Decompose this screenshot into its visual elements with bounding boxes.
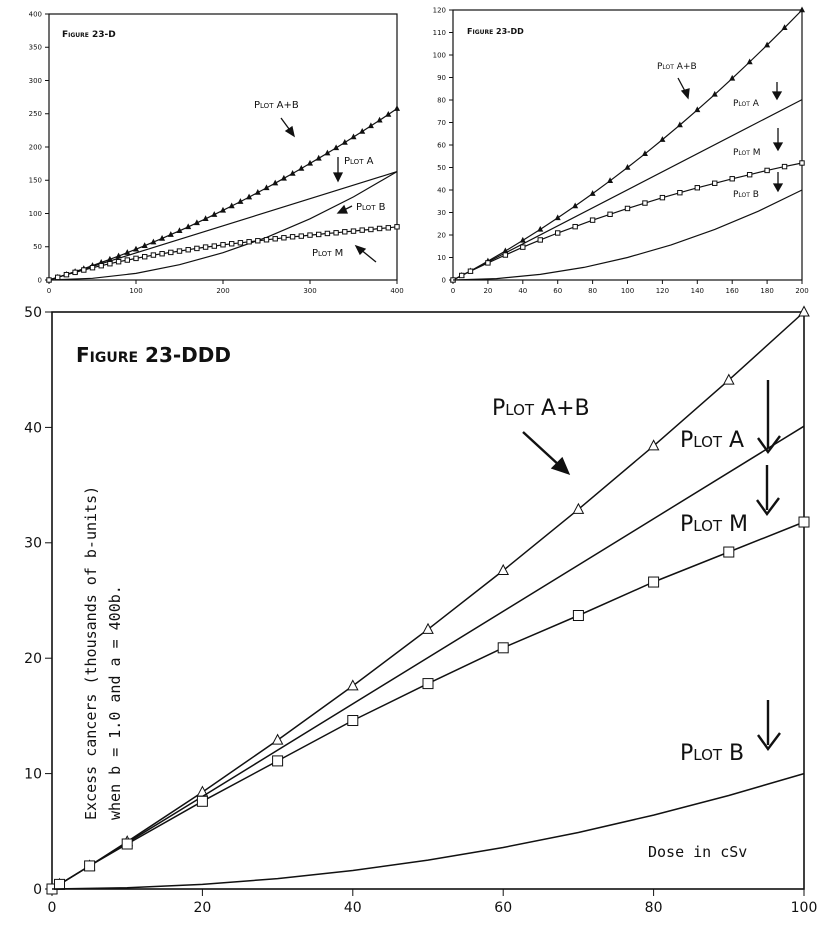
point-plot-a-plus-b	[348, 680, 358, 690]
y-tick-label: 20	[24, 651, 42, 668]
y-tick-label: 50	[437, 163, 446, 172]
point-plot-m	[186, 248, 190, 252]
plot-frame-23dd	[453, 10, 802, 280]
point-plot-m	[221, 243, 225, 247]
point-plot-m	[369, 227, 373, 231]
x-tick-label: 180	[760, 287, 774, 295]
label-a-plus-b-23dd: Plot A+B	[657, 62, 697, 72]
y-tick-label: 300	[28, 76, 42, 85]
point-plot-a-plus-b	[377, 118, 381, 122]
y-tick-label: 40	[437, 186, 446, 195]
y-tick-label: 10	[437, 253, 446, 262]
arrow-head-icon	[286, 127, 294, 136]
x-tick-label: 20	[483, 287, 493, 295]
point-plot-m	[608, 212, 612, 216]
y-tick-label: 70	[437, 118, 446, 127]
x-tick-label: 120	[655, 287, 670, 295]
point-plot-a-plus-b	[273, 735, 283, 745]
point-plot-a-plus-b	[230, 204, 234, 208]
point-plot-a-plus-b	[290, 171, 294, 175]
panel-23dd	[433, 6, 809, 295]
point-plot-a-plus-b	[498, 565, 508, 575]
series-line-plot-b	[453, 190, 802, 280]
point-plot-m	[713, 181, 717, 185]
arrow-a-plus-b-23ddd	[523, 432, 560, 466]
point-plot-m	[468, 269, 472, 273]
title-23dd: Figure 23-DD	[467, 27, 524, 36]
point-plot-a-plus-b	[151, 240, 155, 244]
y-tick-label: 100	[432, 51, 446, 60]
y-tick-label: 350	[28, 43, 42, 52]
point-plot-a-plus-b	[186, 224, 190, 228]
point-plot-m	[724, 547, 734, 557]
y-tick-label: 0	[33, 881, 42, 898]
point-plot-a-plus-b	[264, 185, 268, 189]
plot-area-23d	[29, 10, 404, 295]
point-plot-m	[197, 796, 207, 806]
series-line-plot-a-plus-b	[49, 109, 397, 280]
point-plot-m	[317, 232, 321, 236]
point-plot-m	[325, 231, 329, 235]
y-tick-label: 150	[28, 176, 42, 185]
point-plot-m	[386, 226, 390, 230]
point-plot-m	[498, 643, 508, 653]
point-plot-m	[56, 275, 60, 279]
y-axis-label-23ddd: Excess cancers (thousands of b-units)	[82, 485, 100, 820]
point-plot-a-plus-b	[212, 212, 216, 216]
point-plot-m	[460, 273, 464, 277]
point-plot-m	[273, 237, 277, 241]
point-plot-a-plus-b	[308, 161, 312, 165]
plot-frame-23ddd	[52, 312, 804, 889]
point-plot-m	[273, 756, 283, 766]
x-tick-label: 20	[193, 900, 212, 916]
point-plot-m	[660, 195, 664, 199]
point-plot-m	[360, 228, 364, 232]
label-a-23dd: Plot A	[733, 99, 759, 109]
point-plot-a-plus-b	[143, 243, 147, 247]
point-plot-m	[695, 186, 699, 190]
point-plot-a-plus-b	[649, 440, 659, 450]
point-plot-a-plus-b	[238, 199, 242, 203]
point-plot-a-plus-b	[369, 123, 373, 127]
y-tick-label: 200	[28, 143, 42, 152]
point-plot-a-plus-b	[125, 250, 129, 254]
label-a-plus-b-23d: Plot A+B	[254, 100, 299, 111]
x-tick-label: 100	[620, 287, 635, 295]
point-plot-m	[521, 245, 525, 249]
y-tick-label: 50	[33, 243, 42, 252]
point-plot-m	[55, 879, 65, 889]
label-m-23ddd: Plot M	[680, 512, 749, 537]
label-a-23ddd: Plot A	[680, 428, 745, 453]
x-tick-label: 80	[588, 287, 598, 295]
point-plot-m	[649, 577, 659, 587]
label-m-23dd: Plot M	[733, 148, 761, 158]
point-plot-m	[348, 716, 358, 726]
point-plot-a-plus-b	[116, 254, 120, 258]
point-plot-m	[782, 164, 786, 168]
series-line-plot-b	[52, 774, 804, 889]
point-plot-m	[82, 268, 86, 272]
y-tick-label: 120	[432, 6, 446, 15]
point-plot-m	[799, 517, 809, 527]
point-plot-m	[256, 239, 260, 243]
point-plot-a-plus-b	[177, 228, 181, 232]
x-tick-label: 60	[494, 900, 513, 916]
x-tick-label: 100	[790, 900, 818, 916]
panel-23d	[29, 10, 404, 295]
point-plot-a-plus-b	[160, 236, 164, 240]
y-tick-label: 30	[24, 535, 42, 552]
point-plot-m	[299, 234, 303, 238]
arrow-head-icon	[773, 92, 781, 99]
point-plot-m	[308, 233, 312, 237]
point-plot-m	[395, 225, 399, 229]
arrows-23d	[281, 118, 376, 262]
point-plot-a-plus-b	[195, 220, 199, 224]
x-tick-label: 160	[725, 287, 739, 295]
y-tick-label: 250	[28, 110, 42, 119]
point-plot-m	[264, 238, 268, 242]
arrow-head-icon	[774, 184, 782, 191]
panel-23ddd	[24, 305, 817, 916]
point-plot-a-plus-b	[299, 166, 303, 170]
series-line-plot-m	[52, 522, 804, 889]
x-tick-label: 60	[553, 287, 563, 295]
point-plot-m	[108, 262, 112, 266]
point-plot-m	[678, 191, 682, 195]
point-plot-m	[122, 839, 132, 849]
point-plot-a-plus-b	[351, 135, 355, 139]
y-axis-label-line2-23ddd: when b = 1.0 and a = 400b.	[106, 585, 124, 820]
x-tick-label: 0	[47, 900, 57, 916]
label-b-23ddd: Plot B	[680, 741, 745, 766]
point-plot-m	[125, 258, 129, 262]
y-tick-label: 110	[432, 28, 446, 37]
point-plot-m	[64, 272, 68, 276]
point-plot-m	[334, 231, 338, 235]
point-plot-m	[230, 242, 234, 246]
series-line-plot-m	[453, 163, 802, 280]
x-tick-label: 0	[46, 287, 52, 295]
point-plot-a-plus-b	[325, 151, 329, 155]
point-plot-m	[160, 252, 164, 256]
point-plot-a-plus-b	[247, 195, 251, 199]
x-axis-label-23ddd: Dose in cSv	[648, 843, 748, 861]
label-a-plus-b-23ddd: Plot A+B	[492, 396, 590, 421]
point-plot-m	[195, 246, 199, 250]
point-plot-a-plus-b	[169, 232, 173, 236]
point-plot-m	[351, 229, 355, 233]
point-plot-m	[85, 861, 95, 871]
x-tick-label: 80	[644, 900, 663, 916]
point-plot-a-plus-b	[203, 216, 207, 220]
point-plot-m	[590, 218, 594, 222]
point-plot-m	[573, 611, 583, 621]
point-plot-a-plus-b	[256, 190, 260, 194]
point-plot-m	[747, 173, 751, 177]
point-plot-a-plus-b	[800, 8, 804, 12]
y-tick-label: 40	[24, 420, 42, 437]
point-plot-a-plus-b	[282, 176, 286, 180]
point-plot-m	[423, 679, 433, 689]
point-plot-a-plus-b	[134, 247, 138, 251]
point-plot-m	[143, 255, 147, 259]
x-tick-label: 140	[690, 287, 704, 295]
y-tick-label: 100	[28, 209, 42, 218]
series-line-plot-a	[52, 426, 804, 889]
point-plot-m	[730, 177, 734, 181]
x-tick-label: 100	[129, 287, 143, 295]
point-plot-a-plus-b	[423, 624, 433, 634]
point-plot-m	[169, 250, 173, 254]
point-plot-m	[151, 253, 155, 257]
title-23ddd: Figure 23-DDD	[76, 343, 231, 367]
series-line-plot-a-plus-b	[52, 312, 804, 889]
x-tick-label: 300	[303, 287, 317, 295]
point-plot-m	[177, 249, 181, 253]
point-plot-a-plus-b	[360, 129, 364, 133]
point-plot-a-plus-b	[334, 145, 338, 149]
y-tick-label: 90	[437, 73, 446, 82]
point-plot-m	[47, 278, 51, 282]
point-plot-m	[800, 161, 804, 165]
arrows-23dd	[678, 78, 782, 191]
point-plot-m	[282, 236, 286, 240]
point-plot-m	[643, 201, 647, 205]
y-tick-label: 60	[437, 141, 446, 150]
point-plot-a-plus-b	[538, 227, 542, 231]
label-a-23d: Plot A	[344, 156, 374, 167]
label-b-23dd: Plot B	[733, 190, 759, 200]
label-m-23d: Plot M	[312, 248, 344, 259]
point-plot-m	[343, 230, 347, 234]
point-plot-m	[377, 226, 381, 230]
point-plot-m	[290, 235, 294, 239]
x-tick-label: 40	[343, 900, 362, 916]
y-tick-label: 400	[28, 10, 42, 19]
x-tick-label: 0	[450, 287, 456, 295]
point-plot-m	[625, 206, 629, 210]
point-plot-m	[503, 253, 507, 257]
point-plot-a-plus-b	[521, 238, 525, 242]
point-plot-m	[486, 261, 490, 265]
point-plot-m	[73, 270, 77, 274]
point-plot-m	[238, 241, 242, 245]
point-plot-m	[90, 265, 94, 269]
arrow-head-icon	[338, 206, 347, 213]
point-plot-a-plus-b	[221, 208, 225, 212]
arrow-head-icon	[682, 89, 689, 98]
point-plot-a-plus-b	[317, 156, 321, 160]
title-23d: Figure 23-D	[62, 30, 116, 40]
point-plot-m	[203, 245, 207, 249]
point-plot-a-plus-b	[343, 140, 347, 144]
plot-frame-23d	[49, 14, 397, 280]
point-plot-m	[573, 224, 577, 228]
y-tick-label: 80	[437, 96, 446, 105]
label-b-23d: Plot B	[356, 202, 386, 213]
series-line-plot-m	[49, 227, 397, 280]
point-plot-a-plus-b	[556, 215, 560, 219]
y-tick-label: 10	[24, 766, 42, 783]
x-tick-label: 200	[216, 287, 230, 295]
y-tick-label: 0	[441, 276, 446, 285]
point-plot-a-plus-b	[573, 504, 583, 513]
point-plot-m	[116, 260, 120, 264]
plot-area-23ddd	[24, 305, 817, 916]
y-tick-label: 0	[37, 276, 42, 285]
point-plot-m	[212, 244, 216, 248]
y-tick-label: 30	[437, 208, 446, 217]
point-plot-a-plus-b	[273, 181, 277, 185]
arrow-head-icon	[334, 173, 342, 181]
point-plot-a-plus-b	[386, 112, 390, 116]
point-plot-m	[556, 231, 560, 235]
point-plot-a-plus-b	[395, 106, 399, 110]
x-tick-label: 200	[795, 287, 809, 295]
point-plot-m	[247, 240, 251, 244]
point-plot-m	[538, 238, 542, 242]
x-tick-label: 40	[518, 287, 528, 295]
point-plot-m	[765, 168, 769, 172]
series-line-plot-a-plus-b	[453, 10, 802, 280]
point-plot-m	[134, 256, 138, 260]
arrow-head-icon	[774, 143, 782, 150]
y-tick-label: 50	[24, 304, 42, 321]
y-tick-label: 20	[437, 231, 446, 240]
point-plot-m	[99, 264, 103, 268]
x-tick-label: 400	[390, 287, 404, 295]
